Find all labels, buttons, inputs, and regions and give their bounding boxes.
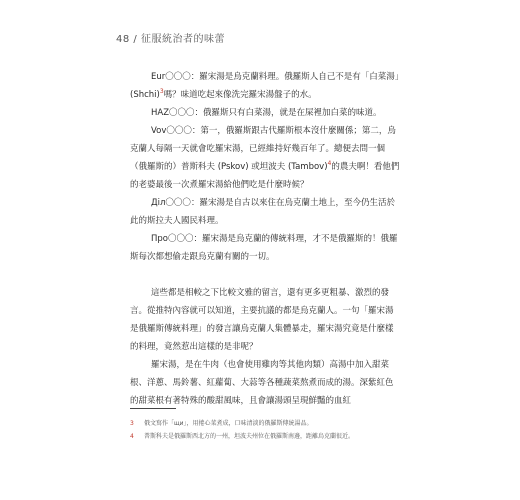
comment-text: 嗎？味道吃起來像洗完羅宋湯盤子的水。 [163,90,317,100]
footnote-ref-4[interactable]: 4 [327,160,332,168]
footnote-ref-3[interactable]: 3 [159,88,164,96]
comment-text: ：羅宋湯是烏克蘭料理。俄羅斯人自己不是有「白菜湯」(Shchi) [130,72,400,100]
narrative-paragraph: 羅宋湯，是在牛肉（也會使用雞肉等其他肉類）高湯中加入甜菜根、洋蔥、馬鈴薯、紅蘿蔔、大蒜等各種蔬菜熬煮而成的湯。深紫紅色的甜菜根有著特殊的酸甜風味，且會讓湯頭呈現鮮豔的血紅 [130,360,394,406]
comment-text: ：俄羅斯只有白菜湯，就是在屎裡加白菜的味道。 [194,108,382,118]
footnote-text: 普斯科夫是俄羅斯西北方的一州，坦波夫州位在俄羅斯南邊，距離烏克蘭很近。 [144,433,355,440]
comment-text: ：第一，俄羅斯跟古代羅斯根本沒什麼關係；第二，烏克蘭人每隔一天就會吃羅宋湯，已經維持好幾百年了。總便去問一個（俄羅斯的）普斯科夫 (Pskov) 或坦波夫 (Tambov) [130,126,396,172]
speaker-name: Vov〇〇〇 [151,126,192,136]
footnote-text: 俄文寫作「щи」，用捲心菜煮成，口味清淡的俄羅斯傳統湯品。 [144,420,313,427]
narrative-paragraph: 這些都是相較之下比較文雅的留言，還有更多更粗暴、激烈的發言。從推特內容就可以知道，主要抗議的都是烏克蘭人。一句「羅宋湯是俄羅斯傳統料理」的發言讓烏克蘭人集體暴走，羅宋湯究竟是什麼樣的料理，竟然惹出這樣的是非呢？ [130,288,394,352]
footnote-4 [130,430,420,443]
dialogue-block [130,68,400,410]
comment-eur [130,68,400,104]
speaker-name: Діл〇〇〇 [151,198,191,208]
footnote-number: 4 [130,433,134,440]
comment-text: 的農夫啊！看他們的老婆最後一次煮羅宋湯給他們吃是什麼時候？ [130,162,400,190]
comment-dil [130,194,400,230]
comment-vov [130,122,400,194]
speaker-name: HAZ〇〇〇 [151,108,195,118]
paragraph-gap [130,266,400,284]
footnote-3 [130,417,420,430]
footnote-number: 3 [130,420,134,427]
footnotes [130,417,420,443]
comment-text: ：羅宋湯是烏克蘭的傳統料理，才不是俄羅斯的！俄羅斯每次都想偷走跟烏克蘭有關的一切。 [130,234,398,262]
comment-text: ：羅宋湯是自古以來住在烏克蘭土地上，至今仍生活於此的斯拉夫人國民料理。 [130,198,395,226]
comment-pro [130,230,400,266]
speaker-name: Про〇〇〇 [151,234,194,244]
speaker-name: Eur〇〇〇 [151,72,191,82]
footnote-divider [130,408,176,409]
comment-haz [130,104,400,122]
running-header: 48 / 征服統治者的味蕾 [116,34,225,45]
